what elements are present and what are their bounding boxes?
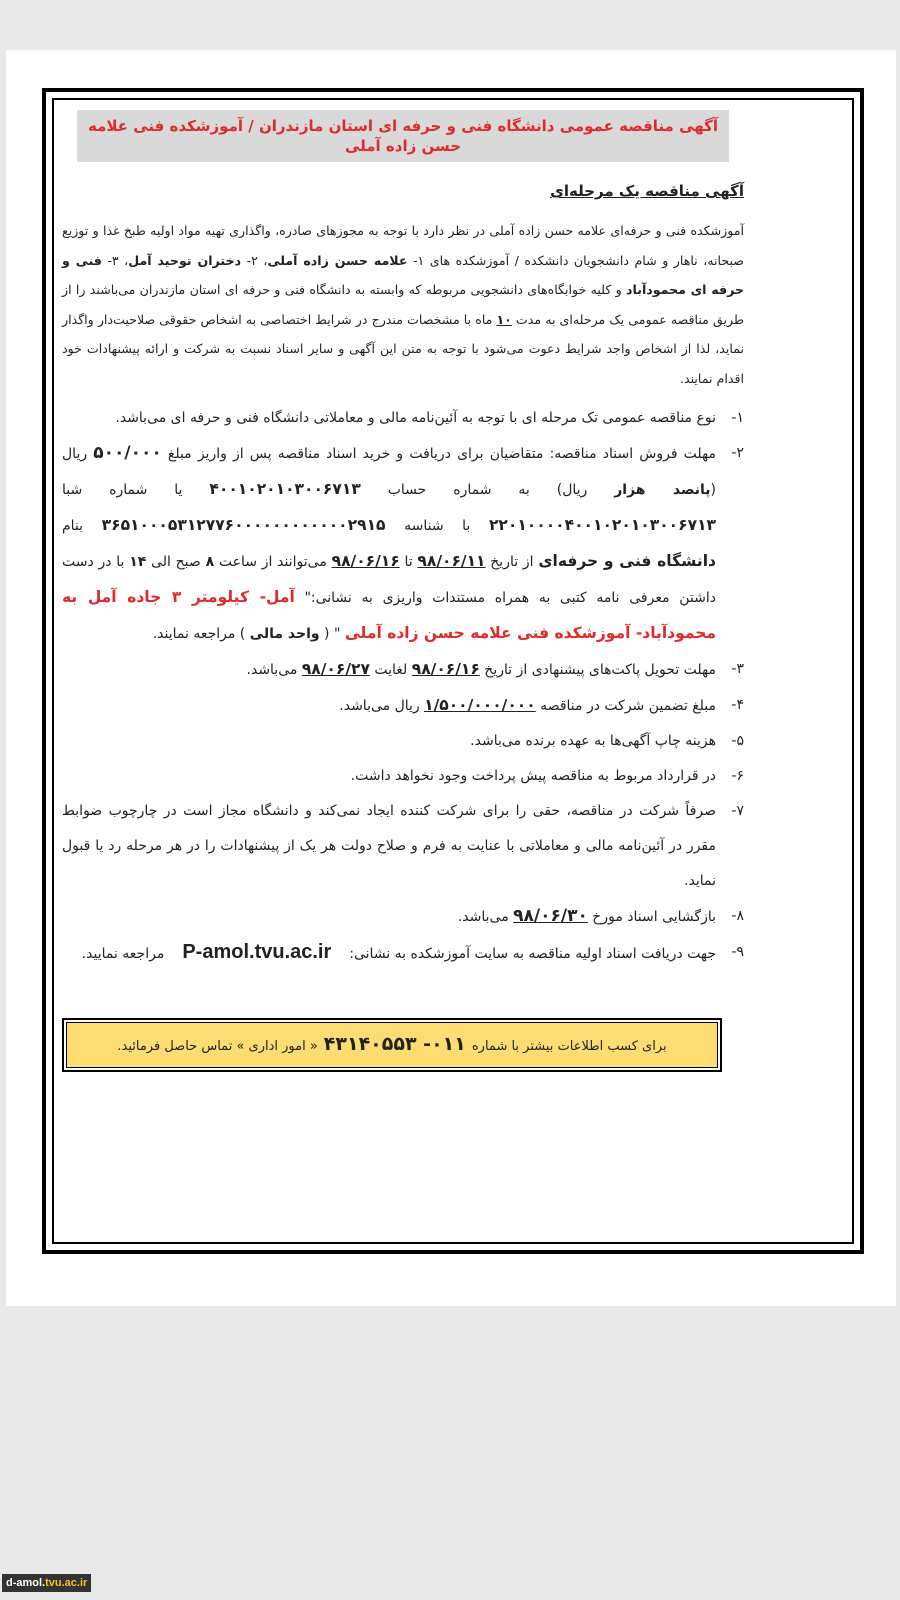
submission-date-from: ۹۸/۰۶/۱۶	[411, 660, 480, 678]
list-item	[62, 436, 744, 652]
item-text: بازگشایی اسناد مورخ	[587, 909, 716, 925]
contact-text: برای کسب اطلاعات بیشتر با شماره	[471, 1039, 667, 1054]
contact-banner	[66, 1022, 718, 1068]
item-text: لغایت	[369, 662, 412, 678]
org-name: دانشگاه فنی و حرفه‌ای	[538, 552, 716, 570]
item-text: بنام	[62, 518, 102, 534]
item-text: در قرارداد مربوط به مناقصه پیش پرداخت وجود نخواهد داشت.	[350, 768, 716, 784]
item-number: ۲-	[731, 445, 744, 461]
item-number: ۹-	[731, 944, 744, 960]
list-item	[62, 688, 744, 724]
watermark-domain: tvu.ac.ir	[45, 1577, 88, 1589]
item-text: می‌باشد.	[246, 662, 302, 678]
sale-date-to: ۹۸/۰۶/۱۶	[331, 552, 400, 570]
account-number: ۴۰۰۱۰۲۰۱۰۳۰۰۶۷۱۳	[209, 480, 361, 498]
list-item	[62, 652, 744, 688]
item-text: نوع مناقصه عمومی تک مرحله ای با توجه به آئین‌نامه مالی و معاملاتی دانشگاه فنی و حرفه ای می‌باشد.	[115, 410, 716, 426]
announcement-title: آگهی مناقصه عمومی دانشگاه فنی و حرفه ای استان مازندران / آموزشکده فنی علامه حسن زاده آملی	[77, 110, 729, 162]
item-number: ۷-	[731, 803, 744, 819]
intro-text: ، ۲-	[241, 252, 268, 268]
item-text: تا	[399, 554, 418, 570]
announcement-content	[62, 110, 744, 972]
sale-date-from: ۹۸/۰۶/۱۱	[417, 552, 486, 570]
finance-unit: واحد مالی	[249, 626, 320, 642]
guarantee-amount: ۱/۵۰۰/۰۰۰/۰۰۰	[424, 696, 536, 714]
contact-text: « امور اداری » تماس حاصل فرمائید.	[117, 1039, 318, 1054]
item-text: مهلت فروش اسناد مناقصه: متقاضیان برای دریافت و خرید اسناد مناقصه پس از واریز مبلغ	[161, 446, 716, 462]
contract-months: ۱۰	[496, 311, 512, 327]
list-item	[62, 899, 744, 935]
item-text: صرفاً شرکت در مناقصه، حقی را برای شرکت کننده ایجاد نمی‌کند و دانشگاه مجاز است در چارچوب ضوابط مقرر در آئین‌نامه مالی و معاملاتی با عنایت به فرم و صلاح دولت هر یک از پیشنهادات را در هر مرحله رد یا قبول نماید.	[62, 803, 716, 889]
sheba-number: ۲۲۰۱۰۰۰۰۴۰۰۱۰۲۰۱۰۳۰۰۶۷۱۳	[488, 516, 716, 534]
payment-id: ۳۶۵۱۰۰۰۵۳۱۲۷۷۶۰۰۰۰۰۰۰۰۰۰۰۰۲۹۱۵	[101, 516, 386, 534]
item-number: ۶-	[731, 768, 744, 784]
announcement-subtitle: آگهی مناقصه یک مرحله‌ای	[550, 182, 744, 200]
opening-date: ۹۸/۰۶/۳۰	[513, 906, 588, 926]
website-link[interactable]: P-amol.tvu.ac.ir	[182, 941, 332, 963]
office-address: آمل- کیلومتر ۳ جاده آمل به محمودآباد- آموزشکده فنی علامه حسن زاده آملی	[62, 588, 716, 642]
item-text: جهت دریافت اسناد اولیه مناقصه به سایت آموزشکده به نشانی:	[349, 946, 716, 962]
item-text: می‌باشد.	[457, 909, 514, 925]
item-text: ریال (	[62, 446, 716, 498]
submission-date-to: ۹۸/۰۶/۲۷	[301, 660, 370, 678]
college-name-3: فنی و حرفه ای محمودآباد	[62, 252, 744, 297]
intro-text: ، ۳-	[101, 252, 129, 268]
college-name-2: دختران توحید آمل	[128, 252, 242, 268]
item-text: مراجعه نمایید.	[81, 946, 165, 962]
doc-price: ۵۰۰/۰۰۰	[93, 443, 162, 463]
item-text: یا شماره شبا	[62, 482, 210, 498]
conditions-list	[62, 401, 744, 972]
item-number: ۴-	[731, 697, 744, 713]
doc-price-words: پانصد هزار	[614, 482, 711, 498]
contact-phone: ۰۱۱- ۴۳۱۴۰۵۵۳	[323, 1033, 466, 1055]
contact-box	[62, 1018, 722, 1072]
list-item	[62, 759, 744, 794]
item-number: ۵-	[731, 733, 744, 749]
item-text: ریال می‌باشد.	[339, 698, 425, 714]
intro-text: و کلیه خوابگاه‌های دانشجویی مربوطه که وابسته به دانشگاه فنی و حرفه ای استان مازندران می‌باشند را از طریق مناقصه عمومی یک مرحله‌ای به مدت	[62, 282, 744, 327]
item-text: می‌توانند از ساعت	[214, 554, 332, 570]
document-page	[6, 50, 896, 1306]
intro-text: ماه با مشخصات مندرج در شرایط اختصاصی به اشخاص حقوقی صلاحیت‌دار واگذار نماید، لذا از اشخاص واجد شرایط دعوت می‌شود با توجه به متن این آگهی و سایر اسناد نسبت به شرکت و ارائه پیشنهادات خود اقدام نمایند.	[62, 311, 744, 386]
list-item	[62, 401, 744, 436]
item-text: " (	[319, 626, 345, 642]
item-number: ۱-	[731, 410, 744, 426]
list-item	[62, 724, 744, 759]
hour-from: ۸	[205, 554, 215, 570]
watermark-text: d-amol.	[6, 1577, 46, 1589]
item-text: از تاریخ	[485, 554, 539, 570]
list-item	[62, 794, 744, 899]
item-number: ۸-	[731, 908, 744, 924]
intro-text: آموزشکده فنی و حرفه‌ای علامه حسن زاده آملی در نظر دارد با توجه به مجوزهای صادره، واگذاری تهیه مواد اولیه طبخ غذا و توزیع صبحانه، ناهار و شام دانشجویان دانشکده / آموزشکده های ۱-	[62, 223, 744, 268]
item-number: ۳-	[731, 661, 744, 677]
item-text: مهلت تحویل پاکت‌های پیشنهادی از تاریخ	[479, 662, 716, 678]
list-item	[62, 935, 744, 972]
item-text: مبلغ تضمین شرکت در مناقصه	[535, 698, 716, 714]
item-text: با در دست داشتن معرفی نامه کتبی به همراه مستندات واریزی به نشانی:"	[62, 554, 716, 606]
item-text: صبح الی	[146, 554, 206, 570]
college-name-1: علامه حسن زاده آملی	[267, 252, 408, 268]
site-watermark	[2, 1574, 91, 1592]
item-text: با شناسه	[385, 518, 489, 534]
item-text: ) مراجعه نمایند.	[152, 626, 250, 642]
intro-paragraph	[62, 216, 744, 393]
item-text: هزینه چاپ آگهی‌ها به عهده برنده می‌باشد.	[470, 733, 716, 749]
item-text: ریال) به شماره حساب	[360, 482, 615, 498]
hour-to: ۱۴	[129, 554, 147, 570]
